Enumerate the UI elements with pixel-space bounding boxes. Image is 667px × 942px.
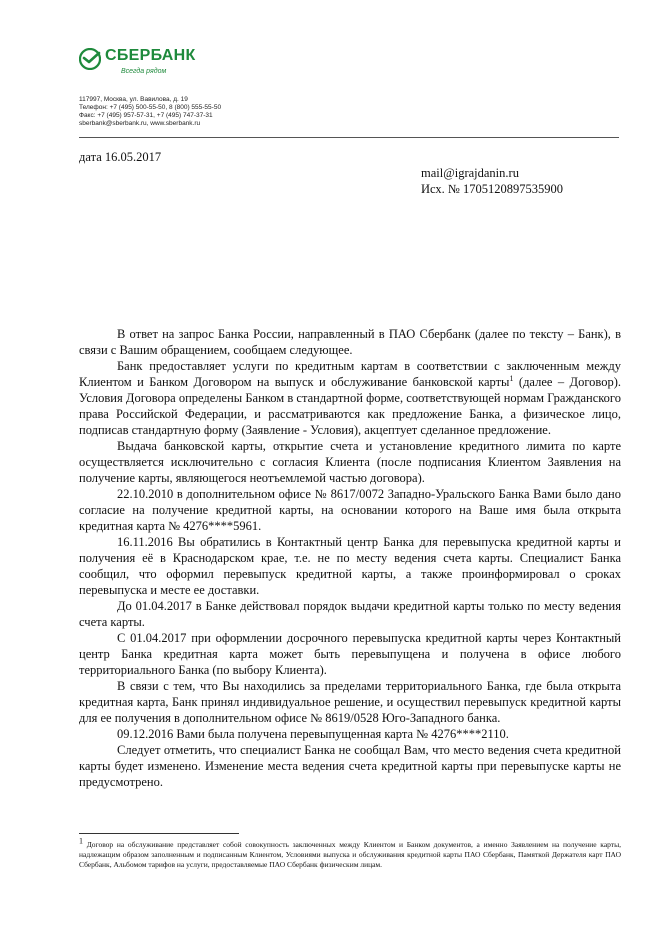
brand-slogan: Всегда рядом xyxy=(121,68,167,75)
letter-date: дата 16.05.2017 xyxy=(79,150,162,164)
brand-name: СБЕРБАНК xyxy=(105,47,196,64)
paragraph-3: Выдача банковской карты, открытие счета и установление кредитного лимита по карте осуществляется исключительно с согласия Клиента (после подписания Клиентом Заявления на получение карты, являющегося неотъемлемой частью договора). xyxy=(79,439,621,485)
sberbank-logo-icon xyxy=(79,48,101,70)
paragraph-7: С 01.04.2017 при оформлении досрочного перевыпуска кредитной карты через Контактный центр Банка кредитная карта может быть перевыпущена и получена в офисе любого территориального Банка (по выбору Клиента). xyxy=(79,631,621,677)
contact-fax: Факс: +7 (495) 957-57-31, +7 (495) 747-37-31 xyxy=(79,112,213,119)
paragraph-10: Следует отметить, что специалист Банка не сообщал Вам, что место ведения счета кредитной карты будет изменено. Изменение места ведения счета кредитной карты при перевыпуске карты не предусмотрено. xyxy=(79,743,621,789)
paragraph-4: 22.10.2010 в дополнительном офисе № 8617/0072 Западно-Уральского Банка Вами было дано согласие на получение кредитной карты, на основании которого на Ваше имя была открыта кредитная карта № 4276****5961. xyxy=(79,487,621,533)
contact-address: 117997, Москва, ул. Вавилова, д. 19 xyxy=(79,96,188,103)
paragraph-8: В связи с тем, что Вы находились за пределами территориального Банка, где была открыта кредитная карта, Банк принял индивидуальное решение, и осуществил перевыпуск кредитной карты для ее получения в дополнительном офисе № 8619/0528 Юго-Западного банка. xyxy=(79,679,621,725)
footnote-reference: 1 xyxy=(509,373,514,383)
paragraph-1: В ответ на запрос Банка России, направленный в ПАО Сбербанк (далее по тексту – Банк), в связи с Вашим обращением, сообщаем следующее. xyxy=(79,327,621,357)
footnote-text: Договор на обслуживание представляет собой совокупность заключенных между Клиентом и Банком документов, а именно Заявлением на получение карты, надлежащим образом заполненным и подписанным Клиентом, Условиями выпуска и обслуживания кредитной карты ПАО Сбербанк, Памяткой Держателя карт ПАО Сбербанк, Альбомом тарифов на услуги, предоставляемые ПАО Сбербанк физическим лицам. xyxy=(79,840,621,869)
paragraph-2-text: Банк предоставляет услуги по кредитным картам в соответствии с заключенным между Клиентом и Банком Договором на выпуск и обслуживание банковской карты xyxy=(79,359,621,389)
footnote-mark: 1 xyxy=(79,836,83,846)
paragraph-2-tail: (далее – Договор). Условия Договора определены Банком в стандартной форме, соответствующей нормам Гражданского права Российской Федерации, и рассматриваются как предложение Банка, а физическое лицо, подписав стандартную форму (Заявление - Условия), акцептует сделанное предложение. xyxy=(79,375,622,437)
footnote-divider xyxy=(79,833,239,834)
contact-phone: Телефон: +7 (495) 500-55-50, 8 (800) 555-55-50 xyxy=(79,104,222,111)
contact-email-web: sberbank@sberbank.ru, www.sberbank.ru xyxy=(79,120,201,127)
paragraph-6: До 01.04.2017 в Банке действовал порядок выдачи кредитной карты только по месту ведения счета карты. xyxy=(79,599,621,629)
bank-contacts xyxy=(79,96,221,128)
sberbank-logo xyxy=(79,47,209,83)
paragraph-2 xyxy=(79,358,621,438)
outgoing-number: Исх. № 1705120897535900 xyxy=(421,182,563,196)
header-divider xyxy=(79,137,619,138)
paragraph-9: 09.12.2016 Вами была получена перевыпущенная карта № 4276****2110. xyxy=(117,727,509,741)
paragraph-5: 16.11.2016 Вы обратились в Контактный центр Банка для перевыпуска кредитной карты и получения её в Краснодарском крае, т.е. не по месту ведения счета карты. Специалист Банка сообщил, что оформил перевыпуск кредитной карты, а также проинформировал о сроках перевыпуска и месте ее доставки. xyxy=(79,535,621,597)
recipient-block xyxy=(421,165,563,197)
recipient-email: mail@igrajdanin.ru xyxy=(421,166,519,180)
footnote xyxy=(79,836,621,870)
letter-body xyxy=(79,326,621,790)
